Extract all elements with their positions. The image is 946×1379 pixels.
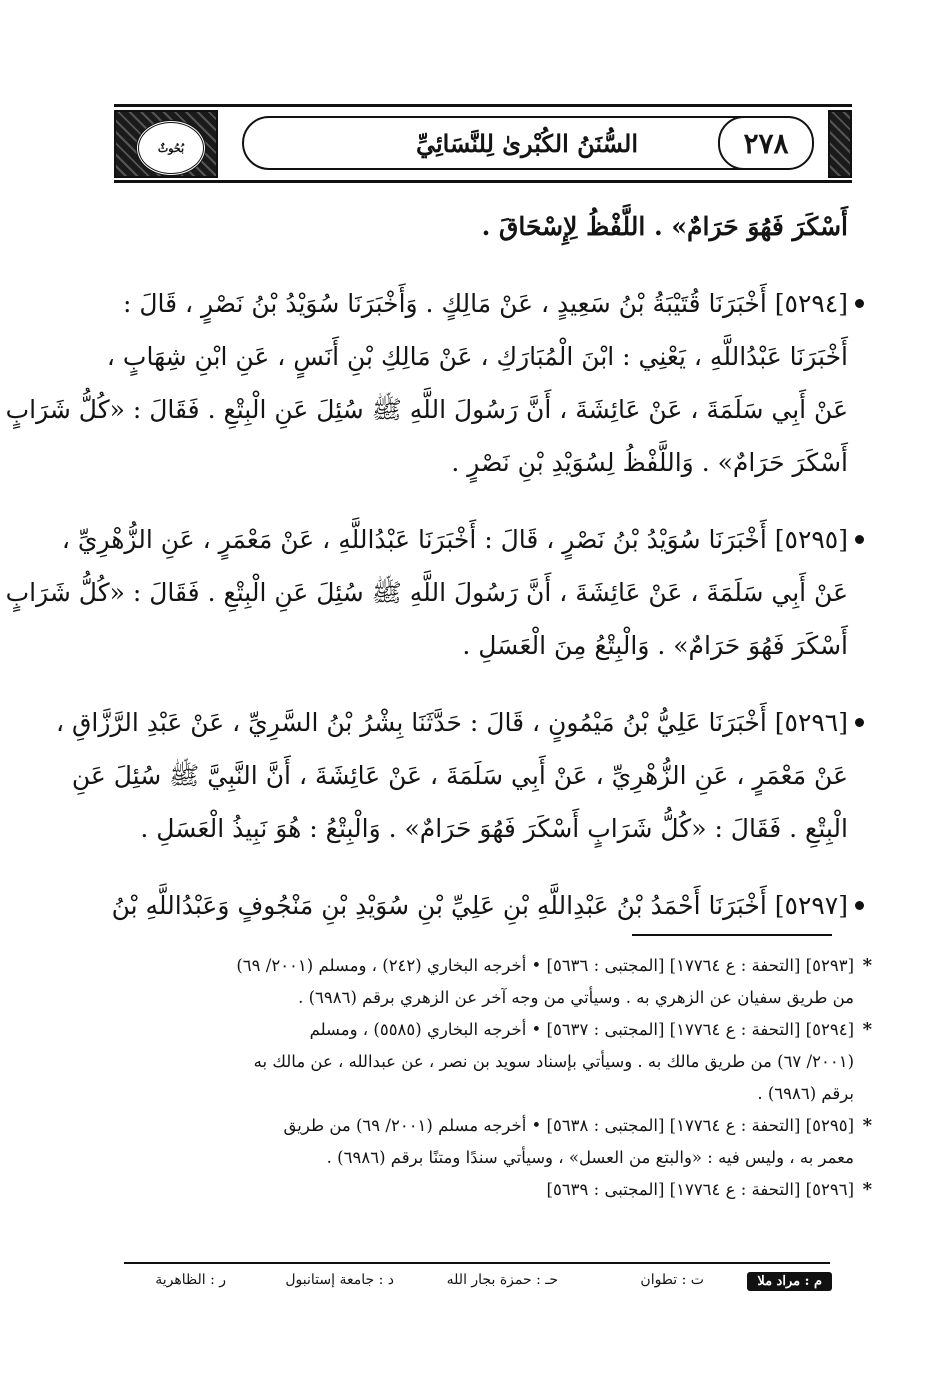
running-title: السُّنَنُ الكُبْرىٰ لِلنَّسَائِيِّ (242, 116, 812, 170)
text-line: [٥٢٩٥] أَخْبَرَنَا سُوَيْدُ بْنُ نَصْرٍ ، قَالَ : أَخْبَرَنَا عَبْدُاللَّهِ ، عَنْ مَعْمَرٍ ، عَنِ الزُّهْرِيِّ ، (61, 525, 848, 554)
asterisk-icon: * (862, 1115, 872, 1136)
hadith-5296 (55, 696, 848, 855)
page-number: ٢٧٨ (718, 116, 814, 170)
paragraph-continuation (118, 200, 848, 253)
footnote-line: برقم (٦٩٨٦) . (757, 1084, 854, 1103)
hadith-5297 (111, 879, 848, 932)
hadith-5295 (5, 513, 848, 672)
footnotes (124, 950, 872, 1206)
text-line: [٥٢٩٧] أَخْبَرَنَا أَحْمَدُ بْنُ عَبْدِاللَّهِ بْنِ عَلِيِّ بْنِ سُوَيْدِ بْنِ مَنْجُوفٍ وَعَبْدُاللَّهِ بْنُ (111, 891, 848, 920)
text-line: عَنْ مَعْمَرٍ ، عَنِ الزُّهْرِيِّ ، عَنْ أَبِي سَلَمَةَ ، عَنْ عَائِشَةَ ، أَنَّ النَّبِيَّ ﷺ سُئِلَ عَنِ (71, 761, 848, 790)
sigla-t: ت : تطوان (640, 1272, 704, 1288)
text-line: عَنْ أَبِي سَلَمَةَ ، عَنْ عَائِشَةَ ، أَنَّ رَسُولَ اللَّهِ ﷺ سُئِلَ عَنِ الْبِتْعِ . فَقَالَ : «كُلُّ شَرَابٍ (5, 395, 848, 424)
footnote-line: [٥٢٩٣] [التحفة : ع ١٧٧٦٤] [المجتبى : ٥٦٣٦] • أخرجه البخاري (٢٤٢) ، ومسلم (٢٠٠١/ ٦٩) (236, 956, 854, 975)
text-line: أَسْكَرَ حَرَامٌ» . وَاللَّفْظُ لِسُوَيْدِ بْنِ نَصْرٍ . (451, 448, 848, 477)
header-rule-bottom (114, 180, 852, 183)
text-line: [٥٢٩٤] أَخْبَرَنَا قُتَيْبَةُ بْنُ سَعِيدٍ ، عَنْ مَالِكٍ . وَأَخْبَرَنَا سُوَيْدُ بْنُ نَصْرٍ ، قَالَ : (122, 289, 848, 318)
footnote-5296 (124, 1174, 872, 1206)
collection-seal-logo: بُحُوثٌ (136, 120, 206, 176)
footnote-line: معمر به ، وليس فيه : «والبتع من العسل» ، وسيأتي سندًا ومتنًا برقم (٦٩٨٦) . (326, 1148, 854, 1167)
footnote-5293 (124, 950, 872, 1014)
footnote-line: [٥٢٩٥] [التحفة : ع ١٧٧٦٤] [المجتبى : ٥٦٣٨] • أخرجه مسلم (٢٠٠١/ ٦٩) من طريق (283, 1116, 854, 1135)
hadith-5294 (5, 277, 848, 489)
text-line: الْبِتْعِ . فَقَالَ : «كُلُّ شَرَابٍ أَسْكَرَ فَهُوَ حَرَامٌ» . وَالْبِتْعُ : هُوَ نَبِيذُ الْعَسَلِ . (140, 814, 848, 843)
bullet-icon (855, 535, 864, 544)
text-line: أَسْكَرَ فَهُوَ حَرَامٌ» . وَالْبِتْعُ مِنَ الْعَسَلِ . (462, 631, 848, 660)
sigla-badge: م : مراد ملا (747, 1272, 832, 1291)
text-line: أَخْبَرَنَا عَبْدُاللَّهِ ، يَعْنِي : ابْنَ الْمُبَارَكِ ، عَنْ مَالِكِ بْنِ أَنَسٍ ، عَنِ ابْنِ شِهَابٍ ، (106, 342, 848, 371)
bullet-icon (855, 718, 864, 727)
sigla-d: د : جامعة إستانبول (285, 1272, 394, 1288)
sigla-rule (124, 1262, 830, 1264)
text-line: عَنْ أَبِي سَلَمَةَ ، عَنْ عَائِشَةَ ، أَنَّ رَسُولَ اللَّهِ ﷺ سُئِلَ عَنِ الْبِتْعِ . فَقَالَ : «كُلُّ شَرَابٍ (5, 578, 848, 607)
main-text (5, 200, 848, 932)
asterisk-icon: * (862, 955, 872, 976)
footnote-5294 (124, 1014, 872, 1110)
text-line: أَسْكَرَ فَهُوَ حَرَامٌ» . اللَّفْظُ لِإِسْحَاقَ . (481, 212, 848, 241)
bullet-icon (855, 299, 864, 308)
text-line: [٥٢٩٦] أَخْبَرَنَا عَلِيُّ بْنُ مَيْمُونٍ ، قَالَ : حَدَّثَنَا بِشْرُ بْنُ السَّرِيِّ ، عَنْ عَبْدِ الرَّزَّاقِ ، (55, 708, 848, 737)
footnote-line: [٥٢٩٤] [التحفة : ع ١٧٧٦٤] [المجتبى : ٥٦٣٧] • أخرجه البخاري (٥٥٨٥) ، ومسلم (309, 1020, 854, 1039)
header-ornament-left (114, 110, 218, 178)
footnote-line: [٥٢٩٦] [التحفة : ع ١٧٧٦٤] [المجتبى : ٥٦٣٩] (546, 1180, 854, 1199)
page-header (114, 110, 852, 178)
bullet-icon (855, 901, 864, 910)
footnote-separator (632, 934, 832, 936)
manuscript-sigla (124, 1270, 830, 1296)
asterisk-icon: * (862, 1019, 872, 1040)
footnote-line: (٢٠٠١/ ٦٧) من طريق مالك به . وسيأتي بإسناد سويد بن نصر ، عن عبدالله ، عن مالك به (253, 1052, 854, 1071)
header-ornament-right (828, 110, 852, 178)
header-rule-top (114, 104, 852, 107)
sigla-h: حـ : حمزة بجار الله (446, 1272, 558, 1288)
asterisk-icon: * (862, 1179, 872, 1200)
footnote-line: من طريق سفيان عن الزهري به . وسيأتي من وجه آخر عن الزهري برقم (٦٩٨٦) . (298, 988, 854, 1007)
footnote-5295 (124, 1110, 872, 1174)
sigla-r: ر : الظاهرية (155, 1272, 226, 1288)
